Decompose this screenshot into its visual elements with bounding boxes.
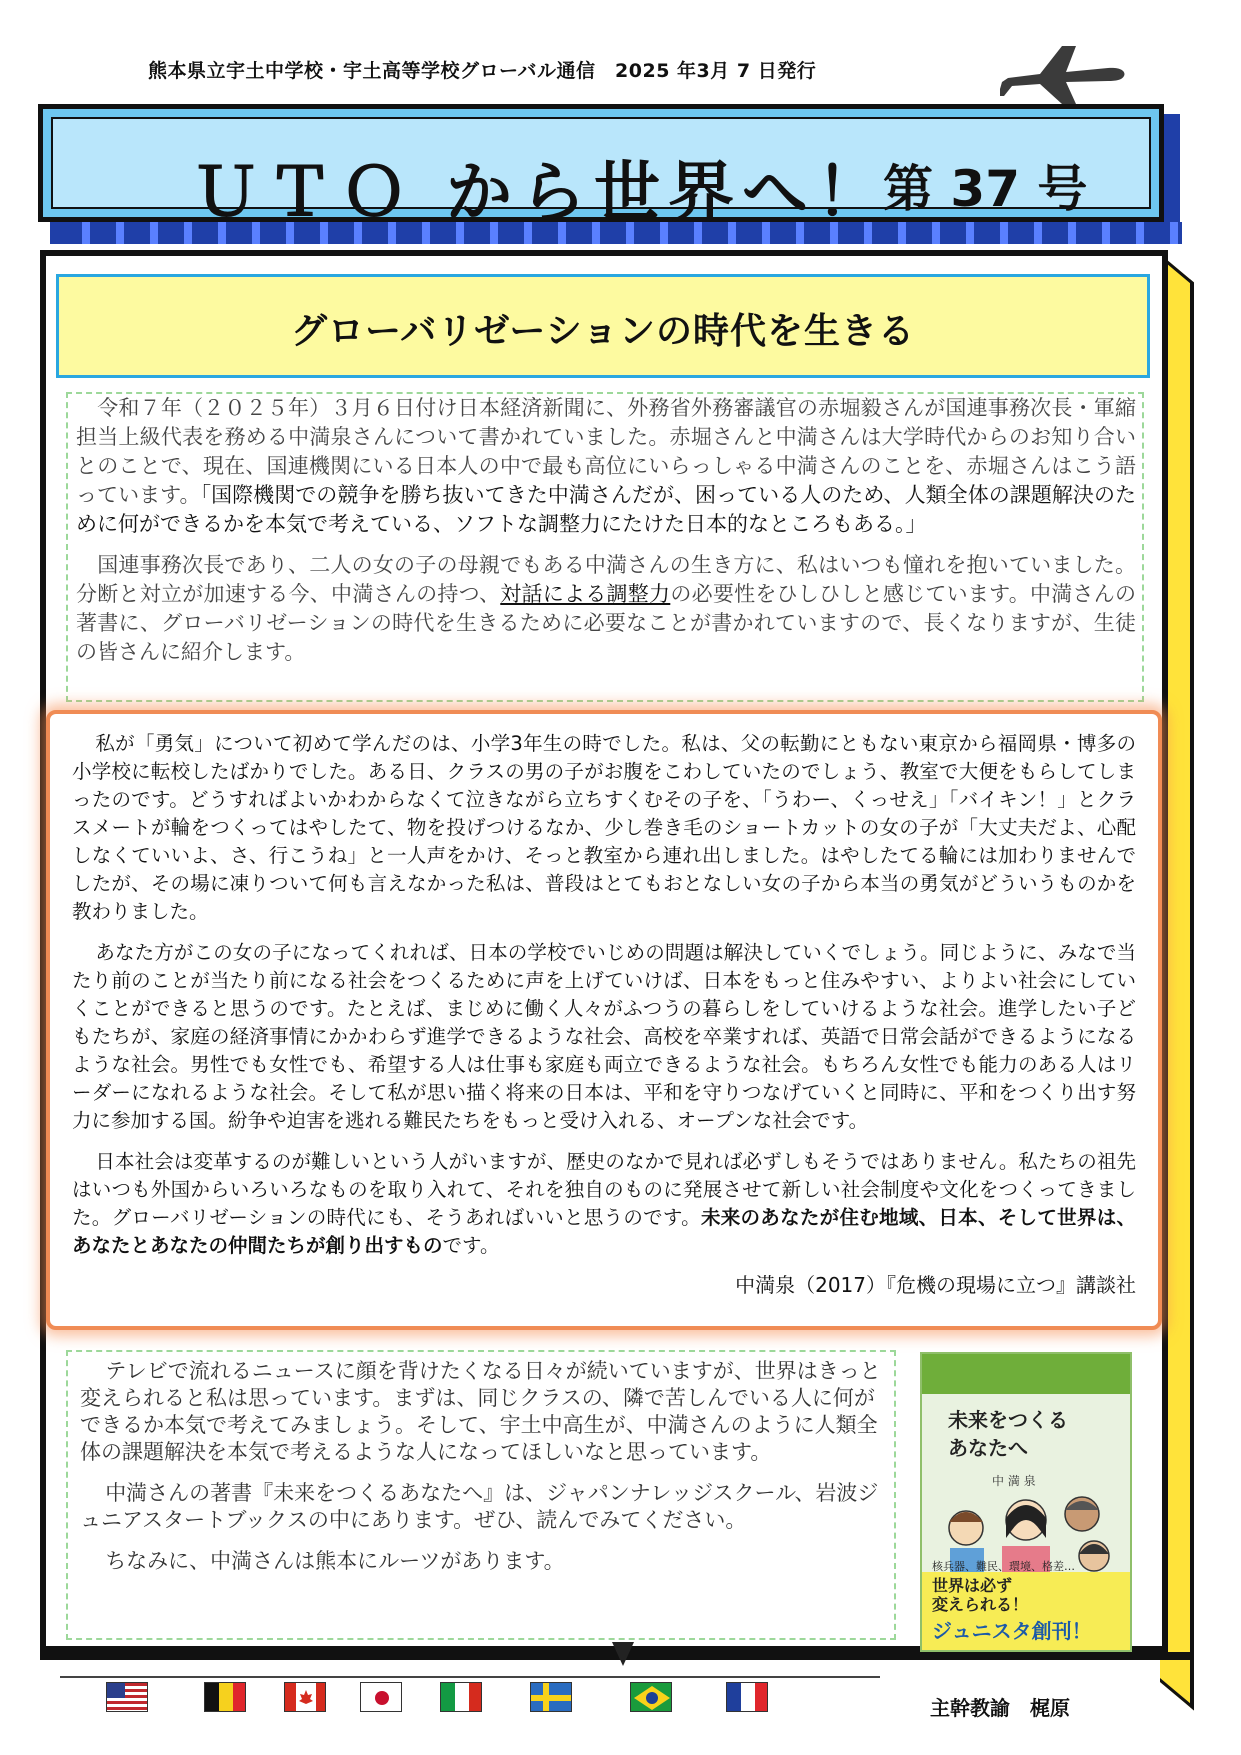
quote-p3-text: 日本社会は変革するのが難しいという人がいますが、歴史のなかで見れば必ずしもそうではありません。私たちの祖先はいつも外国からいろいろなものを取り入れて、それを独自のものに発展させて新しい社会制度や文化をつくってきました。グローバリゼーションの時代にも、そうあればいいと思うのです。 <box>72 1150 1136 1229</box>
quote-p3-bold: 未来のあなたが住む地域、日本、そして世界は、あなたとあなたの仲間たちが創り出すもの <box>72 1206 1136 1257</box>
italy-flag-icon <box>440 1682 482 1712</box>
japan-flag-icon <box>360 1682 402 1712</box>
quote-paragraph-1: 私が「勇気」について初めて学んだのは、小学3年生の時でした。私は、父の転勤にともない東京から福岡県・博多の小学校に転校したばかりでした。ある日、クラスの男の子がお腹をこわしていたのでしょう、教室で大便をもらしてしまったのです。どうすればよいかわからなくて泣きながら立ちすくむその子を、「うわー、くっせえ」「バイキン！」とクラスメートが輪をつくってはやしたて、物を投げつけるなか、少し巻き毛のショートカットの女の子が「大丈夫だよ、心配しなくていいよ、さ、行こうね」と一人声をかけ、そっと教室から連れ出しました。はやしたてる輪には加わりませんでしたが、その場に凍りついて何も言えなかった私は、普段はとてもおとなしい女の子から本当の勇気がどういうものかを教わりました。 <box>72 732 1136 923</box>
usa-flag-icon <box>106 1682 148 1712</box>
book-cover-author: 中 満 泉 <box>992 1474 1036 1488</box>
masthead-title: ＵＴＯ から世界へ！ <box>193 154 890 231</box>
bunting-line <box>60 1676 880 1678</box>
closing-paragraph-3: ちなみに、中満さんは熊本にルーツがあります。 <box>105 1549 565 1573</box>
headline-text: グローバリゼーションの時代を生きる <box>291 311 915 352</box>
book-cover-title <box>948 1406 1068 1462</box>
book-slogan-line-2: 世界は必ず <box>932 1576 1013 1595</box>
article-headline <box>56 274 1150 378</box>
masthead-inner <box>51 117 1151 231</box>
issue-number: 第 37 号 <box>883 160 1088 218</box>
quote-p3-end: です。 <box>442 1234 500 1257</box>
quote-paragraph-3 <box>72 1148 1136 1260</box>
sweden-flag-icon <box>530 1682 572 1712</box>
book-cover-badge: ジュニスタ創刊！ <box>932 1619 1092 1643</box>
intro-p1-text: 令和７年（２０２５年）３月６日付け日本経済新聞に、外務省外務審議官の赤堀毅さんが国連事務次長・軍縮担当上級代表を務める中満泉さんについて書かれていました。赤堀さんと中満さんは大学時代からのお知り合いとのことで、現在、国連機関にいる日本人の中で最も高位にいらっしゃる中満さんのことを、赤堀さんはこう語っています。 <box>76 396 1136 507</box>
intro-p1-quote: 「国際機関での競争を勝ち抜いてきた中満さんだが、困っている人のため、人類全体の課題解決のために何ができるかを本気で考えている、ソフトな調整力にたけた日本的なところもある。」 <box>76 483 1136 536</box>
book-title-line-1: 未来をつくる <box>948 1408 1068 1432</box>
book-slogan-line-3: 変えられる！ <box>932 1595 1029 1614</box>
book-title-line-2: あなたへ <box>948 1436 1028 1460</box>
book-cover-top-band <box>922 1354 1130 1394</box>
intro-paragraph-1 <box>68 394 1142 539</box>
quote-citation: 中満泉（2017）『危機の現場に立つ』講談社 <box>735 1273 1136 1297</box>
author-signature: 主幹教諭 梶原 <box>930 1696 1070 1720</box>
pin-icon <box>608 1640 638 1670</box>
intro-p2-text-a: 国連事務次長であり、二人の女の子の母親でもある中満さんの生き方に、私はいつも憧れを抱いていました。分断と対立が加速する今、中満さんの持つ、 <box>76 553 1136 606</box>
masthead <box>38 104 1164 231</box>
airplane-icon <box>1000 38 1130 108</box>
france-flag-icon <box>726 1682 768 1712</box>
canada-flag-icon <box>284 1682 326 1712</box>
issuer-line: 熊本県立宇土中学校・宇土高等学校グローバル通信 2025 年3月 7 日発行 <box>148 60 817 82</box>
closing-paragraph-2: 中満さんの著書『未来をつくるあなたへ』は、ジャパンナレッジスクール、岩波ジュニアスタートブックスの中にあります。ぜひ、読んでみてください。 <box>80 1481 879 1532</box>
book-slogan-line-1: 核兵器、難民、環境、格差… <box>932 1560 1075 1573</box>
closing-section <box>66 1350 896 1640</box>
belgium-flag-icon <box>204 1682 246 1712</box>
intro-p2-text-b: の必要性をひしひしと感じています。中満さんの著書に、グローバリゼーションの時代を生きるために必要なことが書かれていますので、長くなりますが、生徒の皆さんに紹介します。 <box>76 582 1136 664</box>
closing-paragraph-1: テレビで流れるニュースに顔を背けたくなる日々が続いていますが、世界はきっと変えられると私は思っています。まずは、同じクラスの、隣で苦しんでいる人に何ができるか本気で考えてみましょう。そして、宇土中高生が、中満さんのように人類全体の課題解決を本気で考えるような人になってほしいなと思っています。 <box>80 1359 881 1464</box>
intro-paragraph-2 <box>68 551 1142 667</box>
quote-paragraph-2: あなた方がこの女の子になってくれれば、日本の学校でいじめの問題は解決していくでしょう。同じように、みなで当たり前のことが当たり前になる社会をつくるために声を上げていけば、日本をもっと住みやすい、よりよい社会にしていくことができると思うのです。たとえば、まじめに働く人々がふつうの暮らしをしていけるような社会。進学したい子どもたちが、家庭の経済事情にかかわらず進学できるような社会、高校を卒業すれば、英語で日常会話ができるようになるような社会。男性でも女性でも、希望する人は仕事も家庭も両立できるような社会。もちろん女性でも能力のある人はリーダーになれるような社会。そして私が思い描く将来の日本は、平和を守りつなげていくと同時に、平和をつくり出す努力に参加する国。紛争や迫害を逃れる難民たちをもっと受け入れる、オープンな社会です。 <box>72 941 1136 1132</box>
book-cover-slogan <box>932 1557 1075 1614</box>
brazil-flag-icon <box>630 1682 672 1712</box>
book-cover-image <box>920 1352 1132 1652</box>
book-quote-box <box>46 710 1162 1330</box>
intro-p2-underlined: 対話による調整力 <box>500 582 671 606</box>
intro-section <box>66 392 1144 702</box>
